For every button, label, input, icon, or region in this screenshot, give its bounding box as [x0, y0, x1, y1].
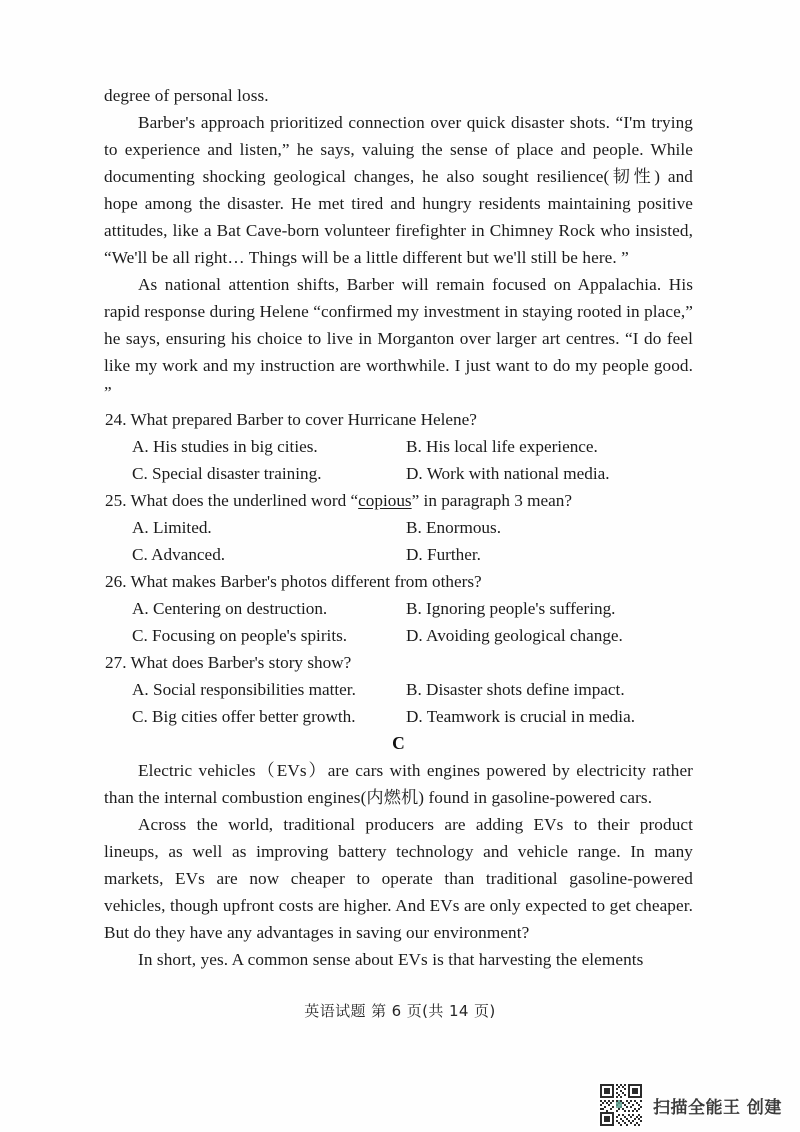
question-26-option-c[interactable]: C. Focusing on people's spirits. [132, 626, 348, 645]
question-24-option-a[interactable]: A. His studies in big cities. [132, 437, 318, 456]
page-content [104, 82, 693, 973]
question-27-options-row-2 [104, 703, 693, 730]
paragraph-barber-approach: Barber's approach prioritized connection over quick disaster shots. “I'm trying to experience and listen,” he says, valuing the sense of place and people. While documenting shocking geological changes, he also sought resilience(韧性) and hope among the disaster. He met tired and hungry residents maintaining positive attitudes, like a Bat Cave-born volunteer firefighter in Chimney Rock who insisted, “We'll be all right… Things will be a little different but we'll still be here. ” [104, 113, 693, 267]
question-24-number: 24. [105, 410, 127, 429]
question-24-option-b[interactable]: B. His local life experience. [406, 437, 598, 456]
camscanner-watermark [598, 1082, 782, 1128]
question-27 [104, 649, 693, 730]
question-24-option-d[interactable]: D. Work with national media. [406, 464, 610, 483]
question-26-number: 26. [105, 572, 127, 591]
question-27-option-d[interactable]: D. Teamwork is crucial in media. [406, 707, 636, 726]
question-24-text: What prepared Barber to cover Hurricane Helene? [130, 410, 477, 429]
question-25 [104, 487, 693, 568]
question-25-underlined-word: copious [358, 491, 412, 510]
question-25-option-c[interactable]: C. Advanced. [132, 545, 226, 564]
section-letter-c: C [392, 733, 405, 753]
question-27-options-row-1 [104, 676, 693, 703]
question-24-stem [104, 406, 693, 433]
page-number-label: 英语试题 第 6 页(共 14 页) [304, 1002, 496, 1020]
paragraph-ev-producers: Across the world, traditional producers are adding EVs to their product lineups, as well as improving battery technology and vehicle range. In many markets, EVs are now cheaper to operate than traditional gasoline-powered vehicles, though upfront costs are higher. And EVs are only expected to get cheaper. But do they have any advantages in saving our environment? [104, 815, 693, 942]
question-25-stem [104, 487, 693, 514]
question-27-number: 27. [105, 653, 127, 672]
question-26-options-row-1 [104, 595, 693, 622]
question-24-option-c[interactable]: C. Special disaster training. [132, 464, 322, 483]
question-25-options-row-1 [104, 514, 693, 541]
question-25-number: 25. [105, 491, 127, 510]
page-footer [0, 1000, 800, 1021]
question-25-option-a[interactable]: A. Limited. [132, 518, 212, 537]
question-24 [104, 406, 693, 487]
question-25-option-b[interactable]: B. Enormous. [406, 518, 502, 537]
watermark-label: 扫描全能王 创建 [653, 1097, 782, 1118]
paragraph-ev-definition: Electric vehicles（EVs）are cars with engines powered by electricity rather than the internal combustion engines(内燃机) found in gasoline-powered cars. [104, 761, 693, 807]
question-27-option-b[interactable]: B. Disaster shots define impact. [406, 680, 625, 699]
question-26-options-row-2 [104, 622, 693, 649]
question-26-option-d[interactable]: D. Avoiding geological change. [406, 626, 623, 645]
question-26-text: What makes Barber's photos different from others? [130, 572, 482, 591]
question-26-option-b[interactable]: B. Ignoring people's suffering. [406, 599, 616, 618]
question-25-options-row-2 [104, 541, 693, 568]
question-26-option-a[interactable]: A. Centering on destruction. [132, 599, 328, 618]
paragraph-degree-of-personal-loss: degree of personal loss. [104, 86, 269, 105]
paragraph-ev-in-short: In short, yes. A common sense about EVs is that harvesting the elements [138, 950, 644, 969]
question-27-option-a[interactable]: A. Social responsibilities matter. [132, 680, 356, 699]
question-26-stem [104, 568, 693, 595]
question-27-option-c[interactable]: C. Big cities offer better growth. [132, 707, 356, 726]
question-24-options-row-2 [104, 460, 693, 487]
question-26 [104, 568, 693, 649]
question-27-text: What does Barber's story show? [130, 653, 352, 672]
question-25-text-after: ” in paragraph 3 mean? [411, 491, 572, 510]
question-24-options-row-1 [104, 433, 693, 460]
paragraph-national-attention: As national attention shifts, Barber will remain focused on Appalachia. His rapid response during Helene “confirmed my investment in staying rooted in place,” he says, ensuring his choice to live in Morganton over larger art centres. “I do feel like my work and my instruction are worthwhile. I just want to do my people good. ” [104, 275, 693, 402]
qr-code-icon [598, 1082, 644, 1128]
question-25-option-d[interactable]: D. Further. [406, 545, 481, 564]
question-27-stem [104, 649, 693, 676]
question-25-text-before: What does the underlined word “ [130, 491, 359, 510]
